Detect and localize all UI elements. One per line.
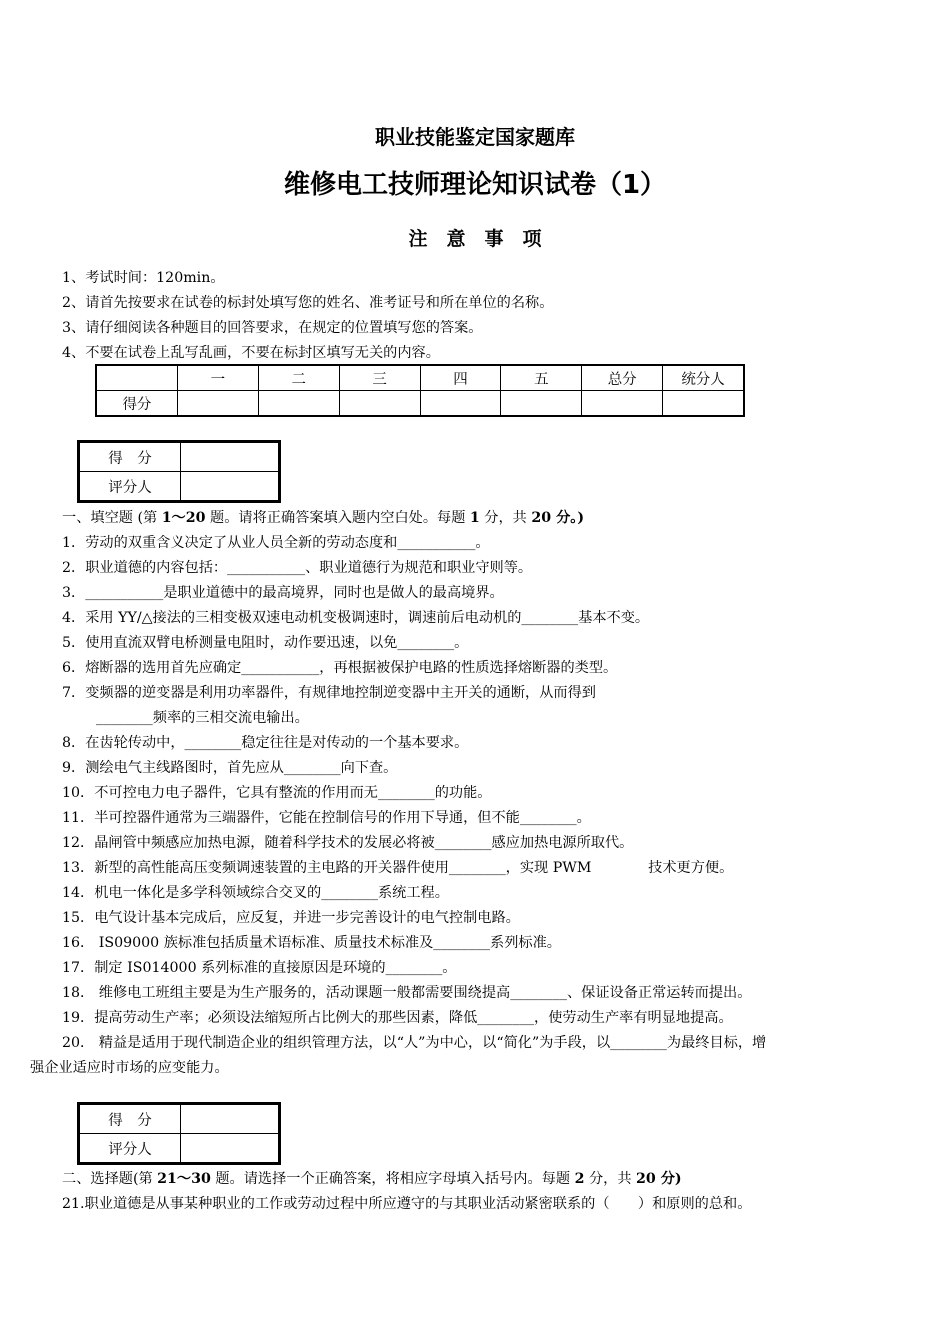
score-row-label: 得分 bbox=[96, 391, 177, 417]
question: 15．电气设计基本完成后，应反复，并进一步完善设计的电气控制电路。 bbox=[62, 910, 520, 926]
notice-heading: 注 意 事 项 bbox=[408, 228, 542, 250]
question: 10．不可控电力电子器件，它具有整流的作用而无________的功能。 bbox=[62, 785, 492, 801]
notice-item: 1、考试时间：120min。 bbox=[62, 270, 225, 286]
section1-score-box bbox=[77, 440, 281, 503]
question: 21.职业道德是从事某种职业的工作或劳动过程中所应遵守的与其职业活动紧密联系的（ ）和原则的总和。 bbox=[62, 1196, 752, 1212]
score-table-header: 统分人 bbox=[663, 365, 744, 391]
question: 13．新型的高性能高压变频调速装置的主电路的开关器件使用________，实现 PWM 技术更方便。 bbox=[62, 860, 734, 876]
score-cell[interactable] bbox=[582, 391, 663, 417]
grader-label: 评分人 bbox=[79, 1134, 181, 1164]
score-table-header: 五 bbox=[501, 365, 582, 391]
section2-score-box bbox=[77, 1102, 281, 1165]
notice-item: 2、请首先按要求在试卷的标封处填写您的姓名、准考证号和所在单位的名称。 bbox=[62, 295, 554, 311]
question: 2．职业道德的内容包括：___________、职业道德行为规范和职业守则等。 bbox=[62, 560, 533, 576]
question: 5．使用直流双臂电桥测量电阻时，动作要迅速，以免________。 bbox=[62, 635, 469, 651]
notice-item: 4、不要在试卷上乱写乱画，不要在标封区填写无关的内容。 bbox=[62, 345, 440, 361]
score-label: 得 分 bbox=[79, 1104, 181, 1134]
section1-intro: 一、填空题 (第 1～20 题。请将正确答案填入题内空白处。每题 1 分，共 20 分。) bbox=[62, 510, 585, 526]
score-table-header-row bbox=[96, 365, 744, 391]
question: 14．机电一体化是多学科领域综合交叉的________系统工程。 bbox=[62, 885, 449, 901]
grader-value-cell[interactable] bbox=[181, 472, 280, 502]
score-table bbox=[95, 364, 745, 417]
grader-value-cell[interactable] bbox=[181, 1134, 280, 1164]
score-value-cell[interactable] bbox=[181, 442, 280, 472]
score-table-row bbox=[96, 391, 744, 417]
score-table-header: 四 bbox=[420, 365, 501, 391]
question: 4．采用 YY/△接法的三相变极双速电动机变极调速时，调速前后电动机的________基本不变。 bbox=[62, 610, 650, 626]
question: 9．测绘电气主线路图时，首先应从________向下查。 bbox=[62, 760, 398, 776]
score-cell[interactable] bbox=[339, 391, 420, 417]
question-continuation: ________频率的三相交流电输出。 bbox=[96, 710, 309, 726]
grader-label: 评分人 bbox=[79, 472, 181, 502]
score-table-header: 二 bbox=[258, 365, 339, 391]
score-cell[interactable] bbox=[663, 391, 744, 417]
question: 18． 维修电工班组主要是为生产服务的，活动课题一般都需要围绕提高________、保证设备正常运转而提出。 bbox=[62, 985, 752, 1001]
question: 19．提高劳动生产率；必须设法缩短所占比例大的那些因素，降低________，使劳动生产率有明显地提高。 bbox=[62, 1010, 733, 1026]
score-cell[interactable] bbox=[258, 391, 339, 417]
section2-intro: 二、选择题(第 21～30 题。请选择一个正确答案，将相应字母填入括号内。每题 2 分，共 20 分) bbox=[62, 1171, 682, 1187]
question: 12．晶闸管中频感应加热电源，随着科学技术的发展必将被________感应加热电源所取代。 bbox=[62, 835, 634, 851]
score-cell[interactable] bbox=[420, 391, 501, 417]
question: 3．___________是职业道德中的最高境界，同时也是做人的最高境界。 bbox=[62, 585, 504, 601]
question-continuation: 强企业适应时市场的应变能力。 bbox=[30, 1060, 229, 1076]
question: 16． IS09000 族标准包括质量术语标准、质量技术标准及________系列标准。 bbox=[62, 935, 561, 951]
score-cell[interactable] bbox=[501, 391, 582, 417]
question: 20． 精益是适用于现代制造企业的组织管理方法，以“人”为中心，以“简化”为手段，以________为最终目标，增 bbox=[62, 1035, 767, 1051]
question: 7．变频器的逆变器是利用功率器件，有规律地控制逆变器中主开关的通断，从而得到 bbox=[62, 685, 596, 701]
score-value-cell[interactable] bbox=[181, 1104, 280, 1134]
question: 11．半可控器件通常为三端器件，它能在控制信号的作用下导通，但不能________。 bbox=[62, 810, 591, 826]
score-cell[interactable] bbox=[177, 391, 258, 417]
notice-item: 3、请仔细阅读各种题目的回答要求，在规定的位置填写您的答案。 bbox=[62, 320, 483, 336]
score-table-header: 一 bbox=[177, 365, 258, 391]
bank-title: 职业技能鉴定国家题库 bbox=[375, 125, 575, 149]
question: 8．在齿轮传动中，________稳定往往是对传动的一个基本要求。 bbox=[62, 735, 469, 751]
question: 1．劳动的双重含义决定了从业人员全新的劳动态度和___________。 bbox=[62, 535, 490, 551]
question: 17．制定 IS014000 系列标准的直接原因是环境的________。 bbox=[62, 960, 457, 976]
exam-title: 维修电工技师理论知识试卷（1） bbox=[283, 170, 667, 200]
score-table-header: 三 bbox=[339, 365, 420, 391]
score-label: 得 分 bbox=[79, 442, 181, 472]
score-table-header bbox=[96, 365, 177, 391]
question: 6．熔断器的选用首先应确定___________，再根据被保护电路的性质选择熔断器的类型。 bbox=[62, 660, 618, 676]
score-table-header: 总分 bbox=[582, 365, 663, 391]
